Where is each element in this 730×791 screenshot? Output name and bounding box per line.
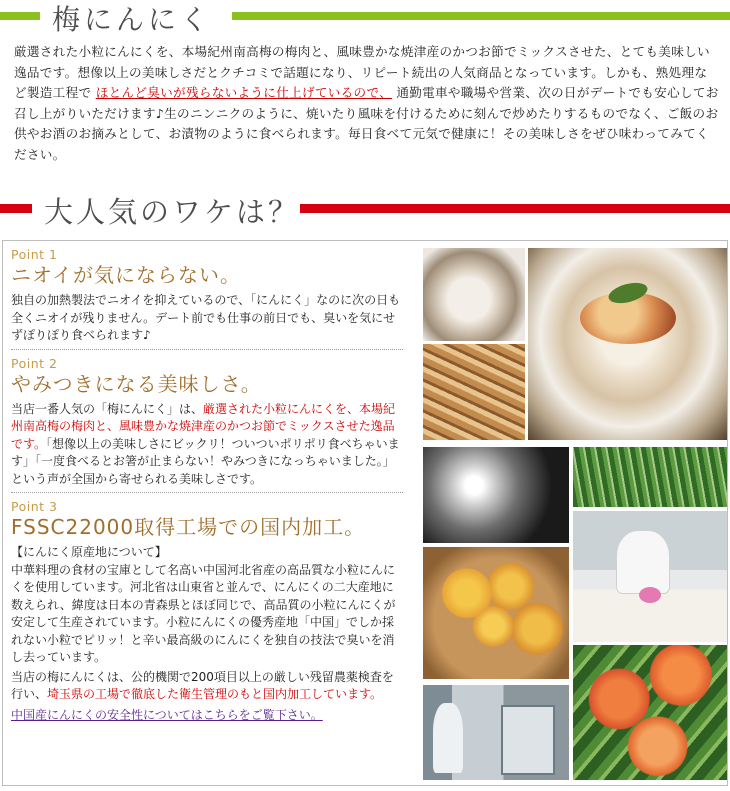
divider	[11, 492, 403, 493]
water-splash-photo	[423, 447, 569, 543]
header-bar-right	[232, 12, 730, 20]
rice-bowl-photo	[528, 248, 727, 440]
point-text-highlight: 厳選された小粒にんにくを、本場紀州南高梅の梅肉と、風味豊かな焼津産のかつお節でミックスさせた逸品です。	[11, 401, 396, 451]
divider	[11, 349, 403, 350]
point-text: 中華料理の食材の宝庫として名高い中国河北省産の高品質な小粒にんにくを使用しています。河北省は山東省と並んで、にんにくの二大産地に数えられ、緯度は日本の青森県とほぼ同じで、高品質の小粒にんにくが安定して生産されています。小粒にんにくの優秀産地「中国」でしか採れない小粒でピリッ！と辛い最高級のにんにくを独自の技法で臭いを消し去っています。	[11, 562, 396, 664]
intro-text-b: 通勤電車や職場や営業、次の日がデートでも安心してお召し上がりいただけます♪生のニンニクのように、焼いたり風味を付けるために刻んで炒めたりするものでなく、ご飯のお供やお酒のお摘みとして、お漬物のように食べられます。毎日食べて元気で健康に！その美味しさをぜひ味わってみてください。	[14, 85, 719, 162]
factory-worker-photo	[573, 511, 727, 642]
point-title: やみつきになる美味しさ。	[11, 371, 262, 396]
pink-glove	[639, 587, 661, 603]
point-text: 独自の加熱製法でニオイを抑えているので、「にんにく」なのに次の日も全くニオイが残りません。デート前でも仕事の前日でも、臭いを気にせずぽりぽり食べられます♪	[11, 293, 401, 342]
header-bar-right	[300, 204, 730, 213]
ume-plums-photo	[423, 547, 569, 679]
safety-info-link[interactable]: 中国産にんにくの安全性についてはこちらをご覧下さい。	[11, 707, 323, 722]
point-text-2	[11, 669, 403, 704]
intro-paragraph	[14, 42, 720, 165]
page-title: 梅にんにく	[52, 3, 213, 36]
point-text	[11, 401, 403, 489]
section-header-popularity	[0, 190, 730, 230]
point-text-highlight: 埼玉県の工場で徹底した衛生管理のもと国内加工しています。	[47, 687, 383, 701]
section-title: 大人気のワケは？	[44, 195, 301, 229]
point-subhead: 【にんにく原産地について】	[11, 545, 167, 559]
ume-tree-photo	[573, 645, 727, 780]
bonito-flakes-photo	[423, 344, 525, 440]
point-3	[11, 499, 403, 724]
inspector-figure	[433, 703, 463, 773]
inspection-machine	[501, 705, 555, 775]
point-2	[11, 356, 403, 489]
point-text-b: 当店の梅にんにくは、公的機関で200項目以上の厳しい残留農薬検査を行い、	[11, 669, 394, 701]
point-text-a: 当店一番人気の「梅にんにく」は、	[11, 401, 204, 416]
points-column	[11, 247, 403, 724]
intro-text-a: 厳選された小粒にんにくを、本場紀州南高梅の梅肉と、風味豊かな焼津産のかつお節でミックスさせた、とても美味しい逸品です。想像以上の美味しさだとクチコミで話題になり、リピート続出の人気商品となっています。しかも、熟処理など製造工程で	[14, 44, 710, 100]
section-header-ume-ninniku	[0, 0, 730, 34]
point-1	[11, 247, 403, 345]
point-label: Point 1	[11, 247, 58, 262]
point-title: ニオイが気にならない。	[11, 263, 241, 287]
point-text-b: 「想像以上の美味しさにビックリ！ついついポリポリ食べちゃいます」「一度食べるとお箸が止まらない！やみつきになっちゃいました。」という声が全国から寄せられる美味しさです。	[11, 436, 400, 486]
garlic-field-photo	[573, 447, 727, 507]
inspection-machine-photo	[423, 685, 569, 780]
point-label: Point 2	[11, 355, 58, 371]
points-panel	[2, 240, 728, 786]
intro-highlight: ほとんど臭いが残らないように仕上げているので、	[95, 85, 392, 100]
header-bar-left	[0, 12, 40, 20]
garlic-photo	[423, 248, 525, 341]
worker-figure	[617, 531, 669, 593]
point-title: FSSC22000取得工場での国内加工。	[11, 515, 366, 539]
header-bar-left	[0, 204, 32, 213]
point-label: Point 3	[11, 499, 58, 514]
